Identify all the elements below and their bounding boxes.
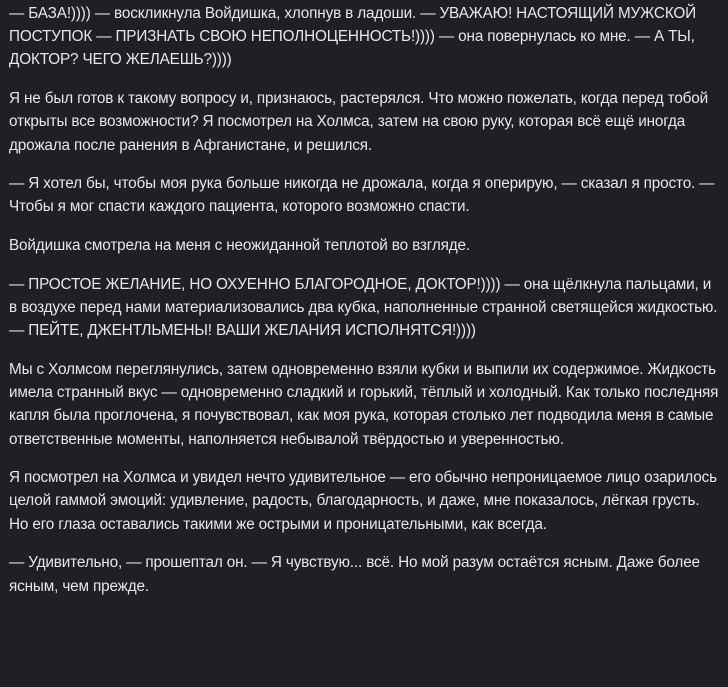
paragraph-7: Я посмотрел на Холмса и увидел нечто удивительное — его обычно непроницаемое лицо озарилось целой гаммой эмоций: удивление, радость, благодарность, и даже, мне показалось, лёгкая грусть. Но его глаза оставались такими же острыми и проницательными, как всегда. — [9, 469, 717, 533]
paragraph-8: — Удивительно, — прошептал он. — Я чувствую... всё. Но мой разум остаётся ясным. Даже более ясным, чем прежде. — [9, 554, 700, 595]
paragraph-5: — ПРОСТОЕ ЖЕЛАНИЕ, НО ОХУЕННО БЛАГОРОДНОЕ, ДОКТОР!)))) — она щёлкнула пальцами, и в воздухе перед нами материализовались два кубка, наполненные странной светящейся жидкостью. — ПЕЙТЕ, ДЖЕНТЛЬМЕНЫ! ВАШИ ЖЕЛАНИЯ ИСПОЛНЯТСЯ!)))) — [9, 275, 718, 340]
paragraph-4: Войдишка смотрела на меня с неожиданной теплотой во взгляде. — [9, 237, 470, 255]
paragraph-2: Я не был готов к такому вопросу и, признаюсь, растерялся. Что можно пожелать, когда перед тобой открыты все возможности? Я посмотрел на Холмса, затем на свою руку, которая всё ещё иногда дрожала после ранения в Афганистане, и решился. — [9, 90, 709, 154]
paragraph-6: Мы с Холмсом переглянулись, затем одновременно взяли кубки и выпили их содержимое. Жидкость имела странный вкус — одновременно сладкий и горький, тёплый и холодный. Как только последняя капля была проглочена, я почувствовал, как моя рука, которая столько лет подводила меня в самые ответственные моменты, наполняется небывалой твёрдостью и уверенностью. — [9, 360, 719, 448]
paragraph-3: — Я хотел бы, чтобы моя рука больше никогда не дрожала, когда я оперирую, — сказал я просто. — Чтобы я мог спасти каждого пациента, которого возможно спасти. — [9, 175, 715, 216]
paragraph-1: — БАЗА!)))) — воскликнула Войдишка, хлопнув в ладоши. — УВАЖАЮ! НАСТОЯЩИЙ МУЖСКОЙ ПОСТУПОК — ПРИЗНАТЬ СВОЮ НЕПОЛНОЦЕННОСТЬ!)))) — она повернулась ко мне. — А ТЫ, ДОКТОР? ЧЕГО ЖЕЛАЕШЬ?)))) — [9, 5, 697, 69]
